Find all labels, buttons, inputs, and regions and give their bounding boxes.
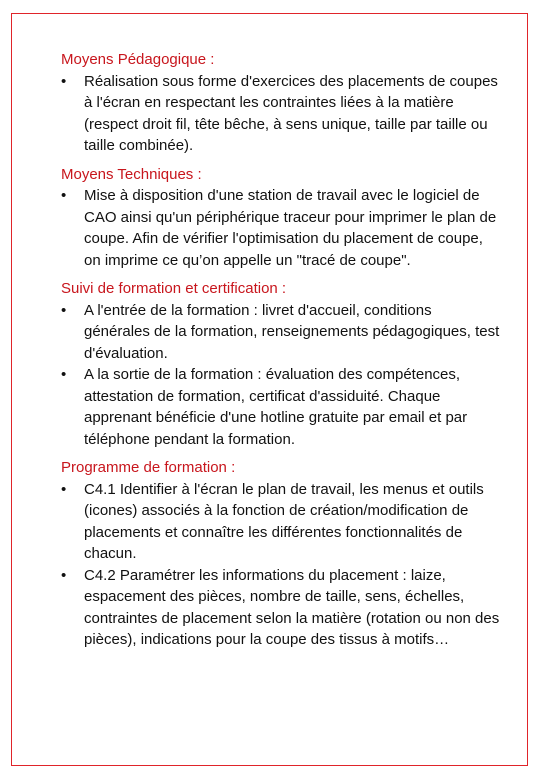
bullet-list — [61, 185, 501, 271]
bullet-icon: • — [61, 301, 67, 319]
list-item — [61, 300, 501, 365]
list-item-text: Mise à disposition d'une station de travail avec le logiciel de CAO ainsi qu'un périphérique traceur pour imprimer le plan de coupe. Afin de vérifier l'optimisation du placement de coupe, on imprime ce qu’on appelle un "tracé de coupe". — [84, 187, 497, 269]
document-body — [61, 49, 501, 658]
list-item — [61, 479, 501, 565]
bullet-icon: • — [61, 480, 67, 498]
section-programme-formation — [61, 457, 501, 651]
bullet-icon: • — [61, 187, 67, 204]
section-moyens-techniques — [61, 164, 501, 272]
list-item-text: C4.1 Identifier à l'écran le plan de travail, les menus et outils (icones) associés à la fonction de création/modification de placements et connaître les différentes fonctionnalités de chacun. — [84, 480, 484, 562]
bullet-icon: • — [61, 366, 67, 383]
list-item — [61, 185, 501, 271]
list-item — [61, 71, 501, 157]
section-heading: Programme de formation : — [61, 459, 236, 476]
list-item — [61, 364, 501, 450]
list-item — [61, 565, 501, 651]
bullet-icon: • — [61, 566, 67, 584]
list-item-text: A l'entrée de la formation : livret d'accueil, conditions générales de la formation, renseignements pédagogiques, test d'évaluation. — [84, 301, 500, 362]
bullet-list — [61, 479, 501, 651]
list-item-text: C4.2 Paramétrer les informations du placement : laize, espacement des pièces, nombre de taille, sens, échelles, contraintes de placement selon la matière (rotation ou non des pièces), indications pour la coupe des tissus à motifs… — [84, 566, 500, 648]
section-heading: Moyens Techniques : — [61, 165, 202, 183]
list-item-text: Réalisation sous forme d'exercices des placements de coupes à l'écran en respectant les contraintes liées à la matière (respect droit fil, tête bêche, à sens unique, taille par taille ou taille combinée). — [84, 72, 498, 154]
bullet-list — [61, 300, 501, 451]
section-moyens-pedagogique — [61, 49, 501, 157]
section-suivi-formation — [61, 278, 501, 450]
bullet-icon: • — [61, 72, 67, 90]
bullet-list — [61, 71, 501, 157]
section-heading: Suivi de formation et certification : — [61, 280, 287, 297]
list-item-text: A la sortie de la formation : évaluation des compétences, attestation de formation, certificat d'assiduité. Chaque apprenant bénéficie d'une hotline gratuite par email et par téléphone pendant la formation. — [84, 366, 468, 448]
section-heading: Moyens Pédagogique : — [61, 51, 215, 68]
